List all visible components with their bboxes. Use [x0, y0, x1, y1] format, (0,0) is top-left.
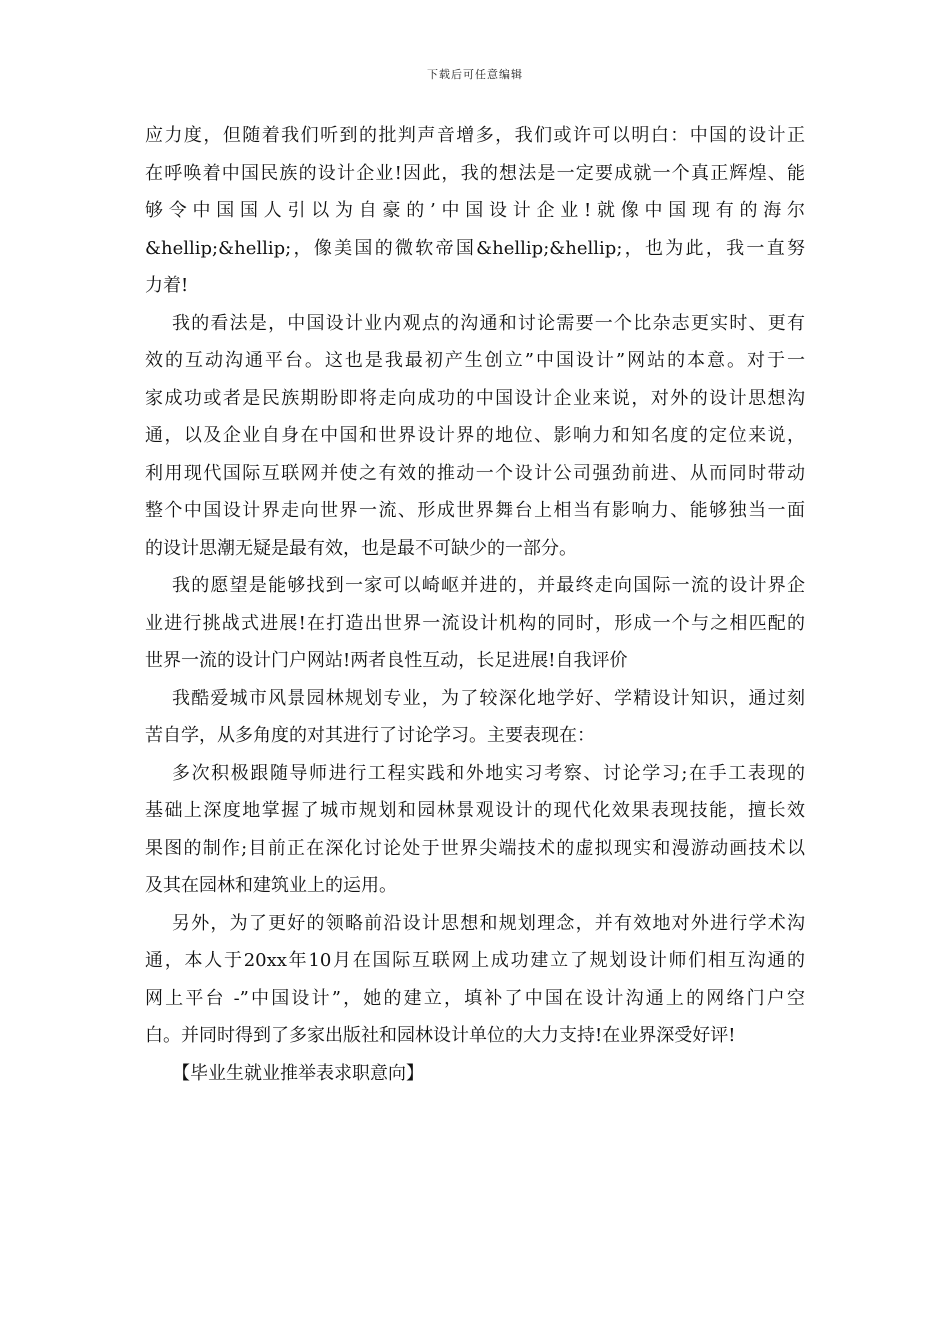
text-line: 及其在园林和建筑业上的运用。 — [145, 875, 397, 896]
text-line: 够令中国国人引以为自豪的’中国设计企业!就像中国现有的海尔 — [145, 200, 805, 221]
text-line: &hellip;&hellip;，像美国的微软帝国&hellip;&hellip;，也为此，我一直努 — [145, 237, 805, 259]
text-line: 我酷爱城市风景园林规划专业，为了较深化地学好、学精设计知识，通过刻 — [172, 687, 805, 709]
text-line: 效的互动沟通平台。这也是我最初产生创立”中国设计”网站的本意。对于一 — [145, 350, 805, 371]
text-line: 通，本人于20xx年10月在国际互联网上成功建立了规划设计师们相互沟通的 — [145, 950, 805, 971]
paragraph-1 — [145, 117, 805, 305]
page-header-note: 下载后可任意编辑 — [427, 68, 523, 81]
document-body — [145, 117, 805, 1092]
text-line: 网上平台 -”中国设计”，她的建立，填补了中国在设计沟通上的网络门户空 — [145, 987, 805, 1009]
paragraph-4 — [145, 680, 805, 755]
text-line: 另外，为了更好的领略前沿设计思想和规划理念，并有效地对外进行学术沟 — [172, 912, 805, 934]
text-line: 在呼唤着中国民族的设计企业!因此，我的想法是一定要成就一个真正辉煌、能 — [145, 162, 805, 184]
text-line: 基础上深度地掌握了城市规划和园林景观设计的现代化效果表现技能，擅长效 — [145, 800, 805, 821]
text-line: 果图的制作;目前正在深化讨论处于世界尖端技术的虚拟现实和漫游动画技术以 — [145, 837, 805, 859]
text-line: 白。并同时得到了多家出版社和园林设计单位的大力支持!在业界深受好评! — [145, 1025, 736, 1046]
text-line: 多次积极跟随导师进行工程实践和外地实习考察、讨论学习;在手工表现的 — [172, 762, 805, 784]
paragraph-2 — [145, 305, 805, 568]
paragraph-6 — [145, 905, 805, 1055]
section-heading-text: 【毕业生就业推举表求职意向】 — [172, 1062, 424, 1084]
paragraph-5 — [145, 755, 805, 905]
text-line: 利用现代国际互联网并使之有效的推动一个设计公司强劲前进、从而同时带动 — [145, 462, 805, 484]
paragraph-3 — [145, 567, 805, 680]
text-line: 苦自学，从多角度的对其进行了讨论学习。主要表现在： — [145, 725, 595, 746]
text-line: 整个中国设计界走向世界一流、形成世界舞台上相当有影响力、能够独当一面 — [145, 500, 805, 521]
text-line: 我的看法是，中国设计业内观点的沟通和讨论需要一个比杂志更实时、更有 — [172, 312, 805, 334]
text-line: 我的愿望是能够找到一家可以崎岖并进的，并最终走向国际一流的设计界企 — [172, 575, 805, 596]
text-line: 通，以及企业自身在中国和世界设计界的地位、影响力和知名度的定位来说， — [145, 425, 805, 446]
text-line: 世界一流的设计门户网站!两者良性互动，长足进展!自我评价 — [145, 650, 628, 671]
text-line: 业进行挑战式进展!在打造出世界一流设计机构的同时，形成一个与之相匹配的 — [145, 612, 805, 634]
text-line: 的设计思潮无疑是最有效，也是最不可缺少的一部分。 — [145, 537, 577, 559]
text-line: 力着! — [145, 275, 189, 296]
text-line: 应力度，但随着我们听到的批判声音增多，我们或许可以明白：中国的设计正 — [145, 125, 805, 146]
section-heading — [145, 1055, 805, 1093]
text-line: 家成功或者是民族期盼即将走向成功的中国设计企业来说，对外的设计思想沟 — [145, 387, 805, 409]
